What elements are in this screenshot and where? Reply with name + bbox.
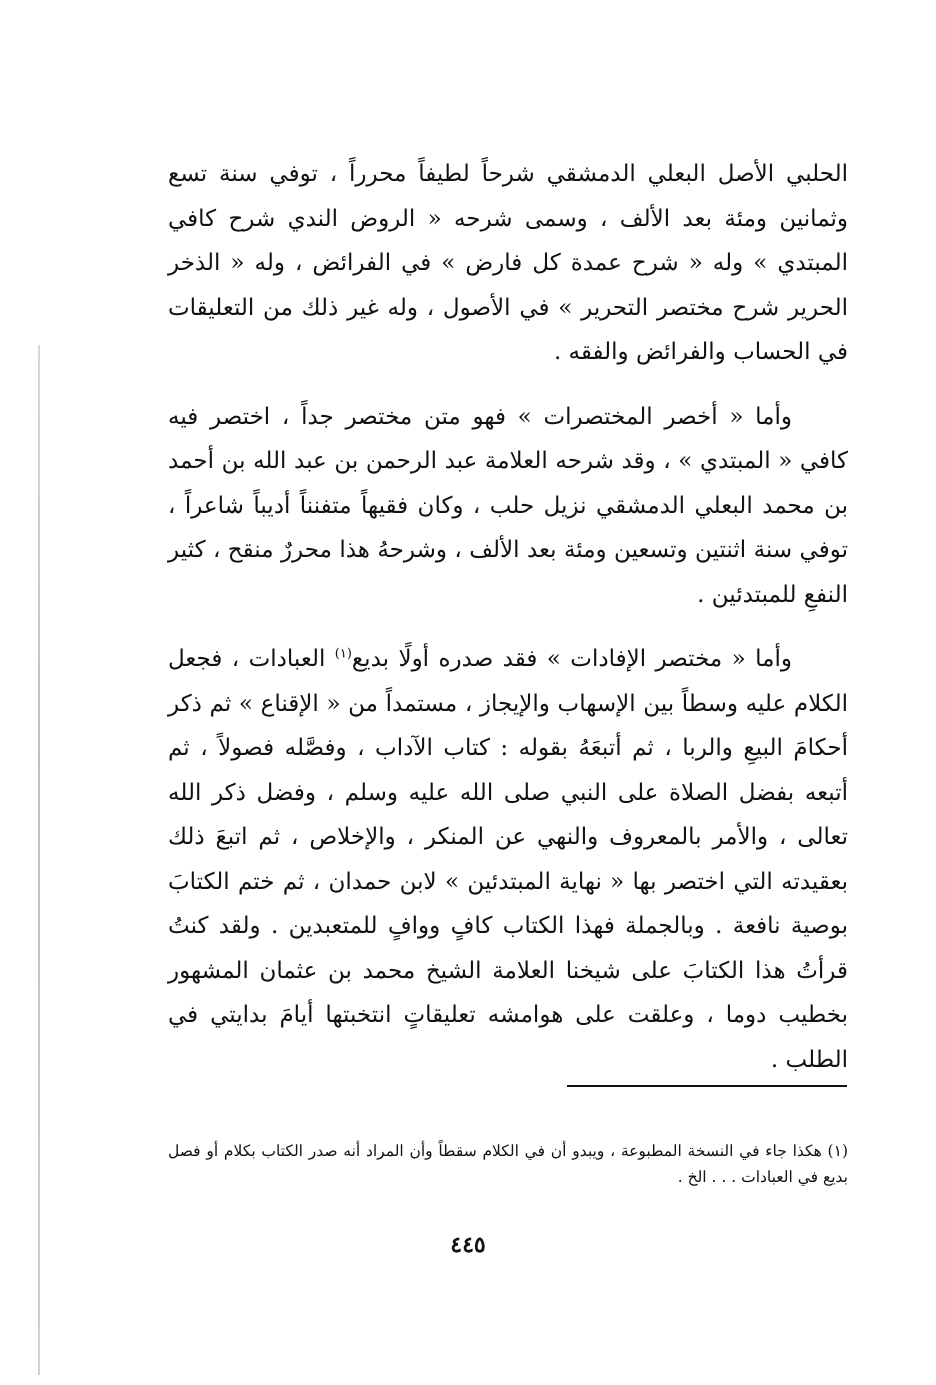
paragraph-3-rest: العبادات ، فجعل الكلام عليه وسطاً بين الإسهاب والإيجاز ، مستمداً من « الإقناع » ثم ذكر أحكامَ البيعِ والربا ، ثم أتبعَهُ بقوله : كتاب الآداب ، وفصَّله فصولاً ، ثم أتبعه بفضل الصلاة على النبي صلى الله عليه وسلم ، وفضل ذكر الله تعالى ، والأمر بالمعروف والنهي عن المنكر ، والإخلاص ، ثم اتبعَ ذلك بعقيدته التي اختصر بها « نهاية المبتدئين » لابن حمدان ، ثم ختم الكتابَ بوصية نافعة . وبالجملة فهذا الكتاب كافٍ ووافٍ للمتعبدين . ولقد كنتُ قرأتُ هذا الكتابَ على شيخنا العلامة الشيخ محمد بن عثمان المشهور بخطيب دوما ، وعلقت على هوامشه تعليقاتٍ انتخبتها أيامَ بدايتي في الطلب . bbox=[168, 646, 848, 1073]
footnote-reference: (١) bbox=[334, 646, 352, 662]
footnote-1: (١) هكذا جاء في النسخة المطبوعة ، ويبدو أن في الكلام سقطاً وأن المراد أنه صدر الكتاب بكلام أو فصل بديع في العبادات . . . الخ . bbox=[168, 1142, 848, 1186]
main-text bbox=[168, 152, 848, 1082]
page-number: ٤٤٥ bbox=[450, 1232, 486, 1258]
scan-edge-shadow bbox=[38, 345, 40, 1375]
paragraph-3-start: وأما « مختصر الإفادات » فقد صدره أولًا بديع bbox=[351, 646, 792, 672]
footnote-divider bbox=[567, 1085, 847, 1087]
paragraph-2: وأما « أخصر المختصرات » فهو متن مختصر جداً ، اختصر فيه كافي « المبتدي » ، وقد شرحه العلامة عبد الرحمن بن عبد الله بن أحمد بن محمد البعلي الدمشقي نزيل حلب ، وكان فقيهاً متفنناً أديباً شاعراً ، توفي سنة اثنتين وتسعين ومئة بعد الألف ، وشرحهُ هذا محررٌ منقح ، كثير النفعِ للمبتدئين . bbox=[168, 403, 848, 608]
paragraph-1: الحلبي الأصل البعلي الدمشقي شرحاً لطيفاً محرراً ، توفي سنة تسع وثمانين ومئة بعد الألف ، وسمى شرحه « الروض الندي شرح كافي المبتدي » وله « شرح عمدة كل فارض » في الفرائض ، وله « الذخر الحرير شرح مختصر التحرير » في الأصول ، وله غير ذلك من التعليقات في الحساب والفرائض والفقه . bbox=[168, 161, 848, 365]
footnotes bbox=[168, 1138, 848, 1190]
paragraph-3 bbox=[168, 637, 848, 1082]
